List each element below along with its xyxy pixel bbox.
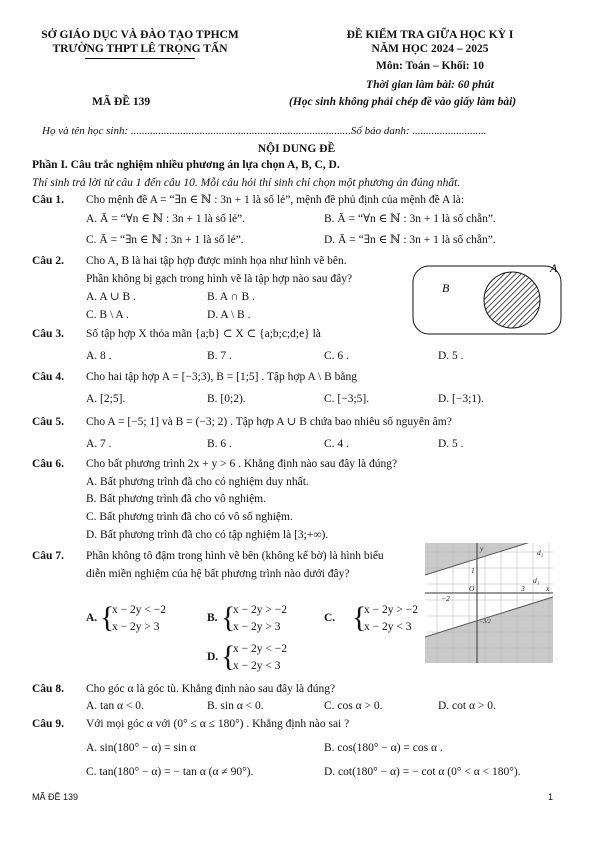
q2-text: Cho A, B là hai tập hợp được minh họa như hình vẽ bên. (86, 255, 347, 267)
q1-option-c[interactable]: C. Ā = “∃n ∈ ℕ : 3n + 1 là số lẻ”. (86, 234, 244, 246)
time-limit: Thời gian làm bài: 60 phút (366, 79, 494, 91)
q2-option-b[interactable]: B. A ∩ B . (207, 291, 255, 303)
q4-text: Cho hai tập hợp A = [−3;3), B = [1;5] . Tập hợp A \ B bằng (86, 371, 357, 383)
q7-option-b-line1: x − 2y > −2 (233, 604, 287, 616)
page-number: 1 (548, 792, 554, 802)
q3-text: Số tập hợp X thỏa mãn {a;b} ⊂ X ⊂ {a;b;c;d;e} là (86, 328, 321, 340)
q7-option-d-line1: x − 2y < −2 (233, 643, 287, 655)
q3-option-b[interactable]: B. 7 . (207, 350, 232, 362)
q7-option-a-line2: x − 2y > 3 (112, 621, 160, 633)
q3-option-c[interactable]: C. 6 . (324, 350, 349, 362)
graph-tick-1: 1 (471, 566, 475, 575)
graph-tick-minus2: −2 (441, 594, 450, 603)
q6-option-b[interactable]: B. Bất phương trình đã cho vô nghiệm. (86, 493, 267, 505)
q6-label: Câu 6. (32, 458, 64, 470)
q8-text: Cho góc α là góc tù. Khẳng định nào sau đây là đúng? (86, 683, 336, 695)
q7-option-b-line2: x − 2y > 3 (233, 621, 281, 633)
q2-text-2: Phần không bị gạch trong hình vẽ là tập hợp nào sau đây? (86, 273, 353, 285)
q6-text: Cho bất phương trình 2x + y > 6 . Khẳng định nào sau đây là đúng? (86, 458, 398, 470)
dept-name: SỞ GIÁO DỤC VÀ ĐÀO TẠO TPHCM (41, 29, 239, 41)
q8-option-a[interactable]: A. tan α < 0. (86, 700, 144, 712)
exam-note: (Học sinh không phải chép đề vào giấy làm bài) (289, 96, 517, 108)
venn-label-b: B (442, 281, 450, 295)
school-underline (85, 58, 195, 59)
q1-option-a[interactable]: A. Ā = “∀n ∈ ℕ : 3n + 1 là số lẻ”. (86, 213, 246, 225)
q6-option-c[interactable]: C. Bất phương trình đã cho có vô số nghiệm. (86, 511, 293, 523)
q4-option-b[interactable]: B. [0;2). (207, 393, 246, 405)
student-info-line: Họ và tên học sinh: ................................................................................Số báo danh: ........................... (42, 125, 487, 137)
q7-option-a-line1: x − 2y < −2 (112, 604, 166, 616)
q7-option-b-letter: B. (207, 612, 218, 624)
q7-label: Câu 7. (32, 550, 64, 562)
q7-option-d[interactable] (207, 641, 307, 675)
graph-tick-minus-three-halves: −3/2 (479, 619, 491, 625)
q2-option-a[interactable]: A. A ∪ B . (86, 291, 136, 303)
q9-text: Với mọi góc α với (0° ≤ α ≤ 180°) . Khẳng định nào sai ? (86, 718, 350, 730)
q4-option-a[interactable]: A. [2;5]. (86, 393, 126, 405)
brace-icon: { (221, 640, 236, 673)
q9-option-b[interactable]: B. cos(180° − α) = cos α . (324, 742, 443, 754)
q9-option-d[interactable]: D. cot(180° − α) = − cot α (0° < α < 180°). (324, 766, 521, 778)
q7-option-b[interactable] (207, 602, 307, 636)
q9-option-a[interactable]: A. sin(180° − α) = sin α (86, 742, 196, 754)
section-title: NỘI DUNG ĐỀ (257, 143, 336, 155)
q7-option-c[interactable] (324, 602, 424, 636)
q4-label: Câu 4. (32, 371, 64, 383)
q8-label: Câu 8. (32, 683, 64, 695)
q5-option-c[interactable]: C. 4 . (324, 438, 349, 450)
q8-option-c[interactable]: C. cos α > 0. (324, 700, 383, 712)
q1-label: Câu 1. (32, 194, 64, 206)
venn-label-a: A (550, 261, 558, 275)
q9-option-c[interactable]: C. tan(180° − α) = − tan α (α ≠ 90°). (86, 766, 254, 778)
q7-text: Phần không tô đậm trong hình vẽ bên (không kể bờ) là hình biểu (86, 550, 384, 562)
q8-option-b[interactable]: B. sin α < 0. (207, 700, 264, 712)
graph-label-d1: d₁ (533, 576, 540, 585)
q7-option-a-letter: A. (86, 612, 98, 624)
q7-option-c-line1: x − 2y > −2 (364, 604, 418, 616)
q7-option-d-letter: D. (207, 651, 219, 663)
exam-code: MÃ ĐỀ 139 (92, 96, 151, 108)
q1-option-d[interactable]: D. Ā = “∃n ∈ ℕ : 3n + 1 là số chẵn”. (324, 234, 496, 246)
q2-option-d[interactable]: D. A \ B . (207, 309, 251, 321)
school-year: NĂM HỌC 2024 – 2025 (371, 43, 489, 55)
venn-diagram (412, 258, 564, 336)
q8-option-d[interactable]: D. cot α > 0. (438, 700, 496, 712)
q5-option-d[interactable]: D. 5 . (438, 438, 464, 450)
graph-x-label: x (546, 584, 550, 593)
inequality-graph (425, 543, 553, 663)
q6-option-a[interactable]: A. Bất phương trình đã cho có nghiệm duy nhất. (86, 476, 309, 488)
q5-option-b[interactable]: B. 6 . (207, 438, 232, 450)
exam-title: ĐỀ KIỂM TRA GIỮA HỌC KỲ I (346, 29, 514, 41)
q6-option-d[interactable]: D. Bất phương trình đã cho có tập nghiệm là [3;+∞). (86, 529, 329, 541)
brace-icon: { (352, 601, 367, 634)
graph-origin-label: O (469, 584, 475, 593)
q3-label: Câu 3. (32, 328, 64, 340)
q7-option-d-line2: x − 2y < 3 (233, 660, 281, 672)
school-name: TRƯỜNG THPT LÊ TRỌNG TẤN (52, 43, 228, 55)
subject: Môn: Toán – Khối: 10 (376, 60, 484, 72)
q2-label: Câu 2. (32, 255, 64, 267)
q1-text: Cho mệnh đề A = “∃n ∈ ℕ : 3n + 1 là số lẻ”, mệnh đề phủ định của mệnh đề A là: (86, 194, 465, 206)
brace-icon: { (100, 601, 115, 634)
q9-label: Câu 9. (32, 718, 64, 730)
part1-instructions: Thí sinh trả lời từ câu 1 đến câu 10. Mỗi câu hỏi thí sinh chỉ chọn một phương án đúng nhất. (32, 177, 461, 189)
part1-title: Phần I. Câu trắc nghiệm nhiều phương án lựa chọn A, B, C, D. (32, 159, 340, 171)
graph-y-label: y (480, 544, 484, 553)
q4-option-d[interactable]: D. [−3;1). (438, 393, 484, 405)
q5-label: Câu 5. (32, 416, 64, 428)
q3-option-d[interactable]: D. 5 . (438, 350, 464, 362)
q7-option-c-letter: C. (324, 612, 336, 624)
q3-option-a[interactable]: A. 8 . (86, 350, 112, 362)
brace-icon: { (221, 601, 236, 634)
q5-option-a[interactable]: A. 7 . (86, 438, 112, 450)
graph-tick-3: 3 (521, 584, 525, 593)
q5-text: Cho A = [−5; 1] và B = (−3; 2) . Tập hợp A ∪ B chứa bao nhiêu số nguyên âm? (86, 416, 452, 428)
q1-option-b[interactable]: B. Ā = “∀n ∈ ℕ : 3n + 1 là số chẵn”. (324, 213, 496, 225)
graph-label-d2: d₂ (537, 548, 544, 557)
q2-option-c[interactable]: C. B \ A . (86, 309, 129, 321)
q7-text-2: diễn miền nghiệm của hệ bất phương trình nào dưới đây? (86, 568, 350, 580)
q7-option-a[interactable] (86, 602, 186, 636)
footer-code: MÃ ĐỀ 139 (32, 792, 79, 802)
q7-option-c-line2: x − 2y < 3 (364, 621, 412, 633)
q4-option-c[interactable]: C. [−3;5]. (324, 393, 370, 405)
